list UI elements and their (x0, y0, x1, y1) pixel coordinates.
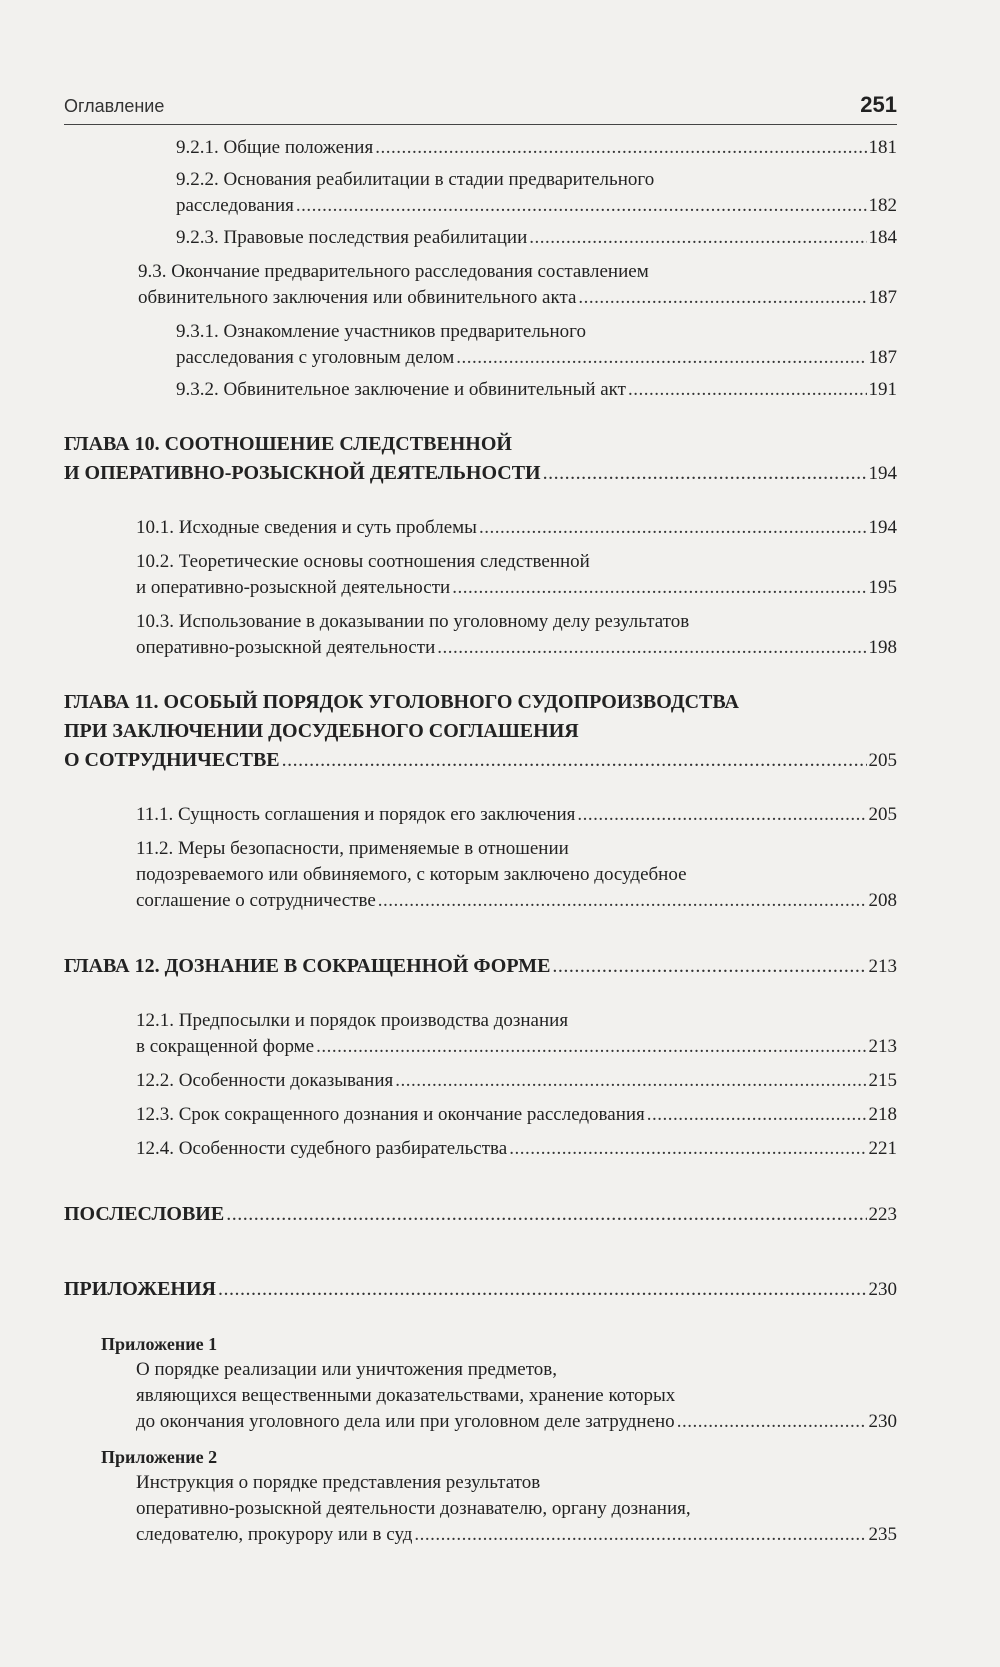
leader-dots (456, 345, 866, 371)
toc-page: 213 (868, 1036, 897, 1057)
leader-dots (577, 802, 866, 828)
toc-entry[interactable]: 9.3.1. Ознакомление участников предварительного расследования с уголовным делом ..... 187 (176, 319, 897, 371)
toc-page: 195 (868, 577, 897, 598)
leader-dots (509, 1136, 866, 1162)
toc-entry[interactable]: 9.2.3. Правовые последствия реабилитации ..... 184 (176, 225, 897, 251)
leader-dots (628, 377, 867, 403)
leader-dots (378, 888, 867, 914)
leader-dots (296, 193, 867, 219)
toc-entry[interactable]: 9.2.2. Основания реабилитации в стадии предварительного расследования ..... 182 (176, 167, 897, 219)
toc-page: 184 (868, 227, 897, 248)
appendix-label: Приложение 1 (101, 1334, 218, 1354)
afterword-heading[interactable]: ПОСЛЕСЛОВИЕ ..... 223 (64, 1200, 897, 1229)
running-title: Оглавление (64, 96, 165, 116)
toc-entry[interactable]: 12.3. Срок сокращенного дознания и окончание расследования ..... 218 (136, 1102, 897, 1128)
toc-entry[interactable]: О порядке реализации или уничтожения предметов, являющихся вещественными доказательствами, хранение которых до окончания уголовного дела или при уголовном деле затруднено ..... 230 (136, 1357, 897, 1435)
toc-page: 181 (868, 137, 897, 158)
toc-page: 230 (868, 1279, 897, 1300)
leader-dots (647, 1102, 867, 1128)
toc-entry[interactable]: 9.2.1. Общие положения ..... 181 (176, 135, 897, 161)
toc-page: 191 (868, 379, 897, 400)
leader-dots (529, 225, 866, 251)
toc-entry[interactable]: 9.3. Окончание предварительного расследования составлением обвинительного заключения или обвинительного акта ..... 187 (138, 259, 897, 311)
page-number: 251 (860, 92, 897, 117)
leader-dots (226, 1200, 866, 1229)
toc-entry[interactable]: 10.1. Исходные сведения и суть проблемы ..... 194 (136, 515, 897, 541)
toc-page: 235 (868, 1524, 897, 1545)
chapter-heading[interactable]: ГЛАВА 10. СООТНОШЕНИЕ СЛЕДСТВЕННОЙ И ОПЕРАТИВНО-РОЗЫСКНОЙ ДЕЯТЕЛЬНОСТИ ..... 194 (64, 430, 897, 488)
toc-page: 205 (868, 804, 897, 825)
leader-dots (316, 1034, 866, 1060)
chapter-heading[interactable]: ГЛАВА 12. ДОЗНАНИЕ В СОКРАЩЕННОЙ ФОРМЕ ..... 213 (64, 952, 897, 981)
toc-entry[interactable]: 10.3. Использование в доказывании по уголовному делу результатов оперативно-розыскной деятельности ..... 198 (136, 609, 897, 661)
appendices-heading[interactable]: ПРИЛОЖЕНИЯ ..... 230 (64, 1275, 897, 1304)
toc-page: 215 (868, 1070, 897, 1091)
leader-dots (452, 575, 866, 601)
table-of-contents (0, 135, 1000, 1548)
leader-dots (395, 1068, 866, 1094)
leader-dots (437, 635, 866, 661)
leader-dots (414, 1522, 866, 1548)
leader-dots (677, 1409, 867, 1435)
toc-page: 182 (868, 195, 897, 216)
leader-dots (543, 459, 867, 488)
toc-page: 187 (868, 347, 897, 368)
toc-entry[interactable]: 12.2. Особенности доказывания ..... 215 (136, 1068, 897, 1094)
toc-entry[interactable]: 11.2. Меры безопасности, применяемые в отношении подозреваемого или обвиняемого, с которым заключено досудебное соглашение о сотрудничестве ..... 208 (136, 836, 897, 914)
leader-dots (479, 515, 867, 541)
toc-page: 221 (868, 1138, 897, 1159)
page-header (64, 94, 897, 125)
chapter-heading[interactable]: ГЛАВА 11. ОСОБЫЙ ПОРЯДОК УГОЛОВНОГО СУДОПРОИЗВОДСТВА ПРИ ЗАКЛЮЧЕНИИ ДОСУДЕБНОГО СОГЛАШЕНИЯ О СОТРУДНИЧЕСТВЕ ..... 205 (64, 688, 897, 775)
toc-page: 213 (868, 956, 897, 977)
toc-page: 230 (868, 1411, 897, 1432)
toc-page: 198 (868, 637, 897, 658)
toc-entry[interactable]: 12.1. Предпосылки и порядок производства дознания в сокращенной форме ..... 213 (136, 1008, 897, 1060)
toc-page: 208 (868, 890, 897, 911)
leader-dots (218, 1275, 867, 1304)
toc-entry[interactable]: Инструкция о порядке представления результатов оперативно-розыскной деятельности дознавателю, органу дознания, следователю, прокурору или в суд ..... 235 (136, 1470, 897, 1548)
toc-page: 205 (868, 750, 897, 771)
toc-entry[interactable]: 11.1. Сущность соглашения и порядок его заключения ..... 205 (136, 802, 897, 828)
toc-page: 187 (868, 287, 897, 308)
toc-entry[interactable]: 12.4. Особенности судебного разбирательства ..... 221 (136, 1136, 897, 1162)
leader-dots (282, 746, 867, 775)
toc-page: 194 (868, 517, 897, 538)
toc-entry[interactable]: 10.2. Теоретические основы соотношения следственной и оперативно-розыскной деятельности ..... 195 (136, 549, 897, 601)
toc-page: 194 (868, 463, 897, 484)
appendix-label: Приложение 2 (101, 1447, 218, 1467)
leader-dots (578, 285, 866, 311)
leader-dots (552, 952, 866, 981)
toc-page: 223 (868, 1204, 897, 1225)
toc-entry[interactable]: 9.3.2. Обвинительное заключение и обвинительный акт ..... 191 (176, 377, 897, 403)
toc-page: 218 (868, 1104, 897, 1125)
leader-dots (375, 135, 866, 161)
